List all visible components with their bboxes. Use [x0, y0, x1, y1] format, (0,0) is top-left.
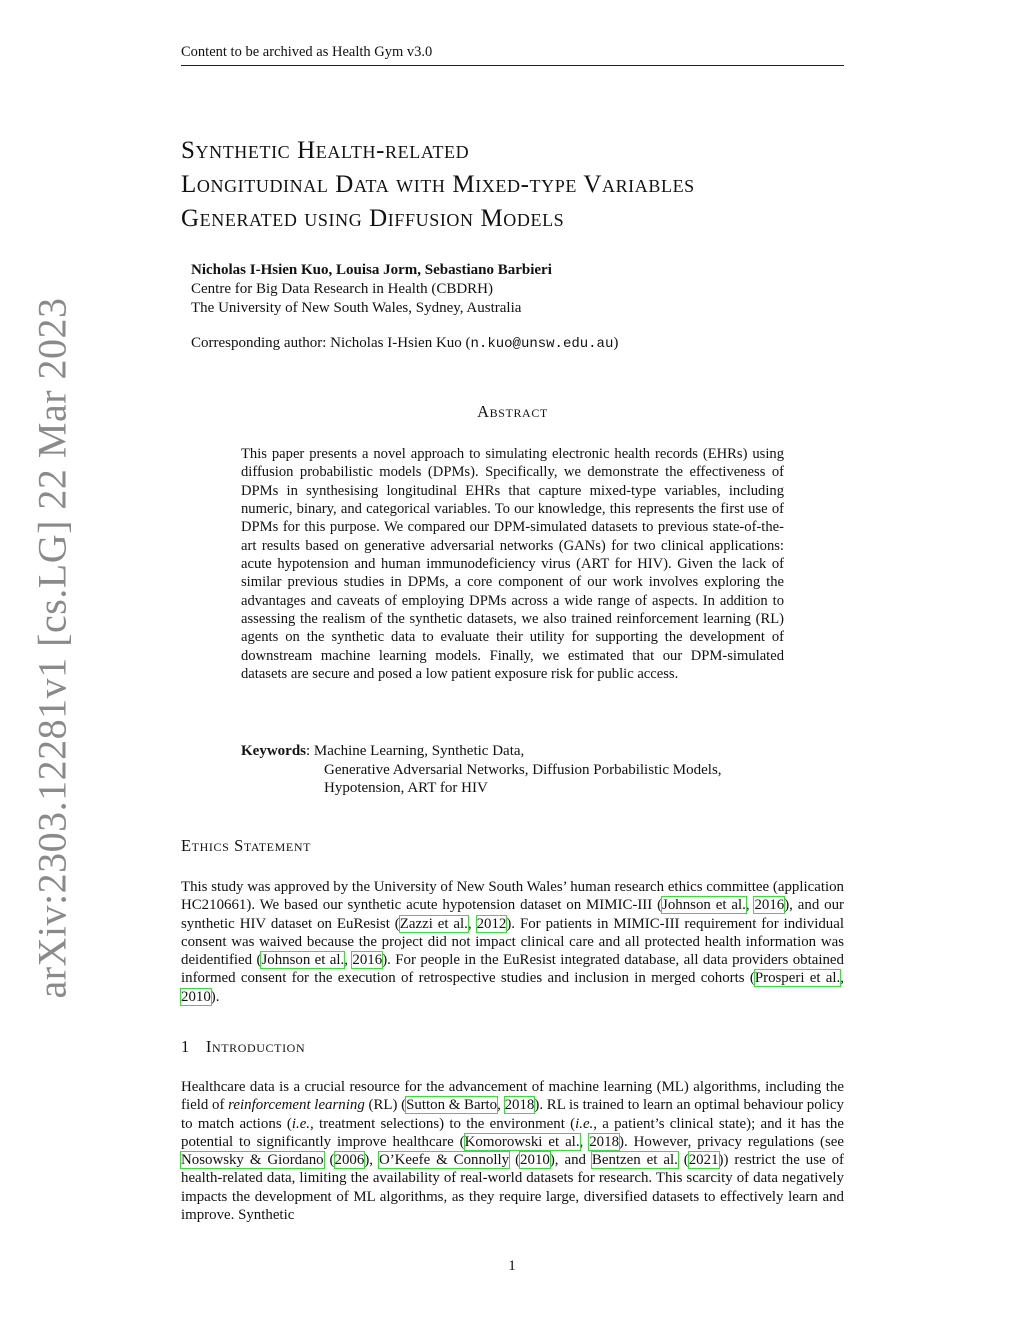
keywords-label: Keywords	[241, 743, 306, 759]
citation-link[interactable]: Komorowski et al.	[464, 1133, 580, 1150]
citation-year-link[interactable]: 2021	[688, 1152, 719, 1169]
text-run: ). For patients in MIMIC-III requirement for individual consent was waived because the project did not impact clinical care and all protected health information was deidentified (	[181, 915, 844, 969]
text-run: ,	[579, 1133, 590, 1150]
paper-title	[181, 134, 881, 236]
text-run: ),	[364, 1152, 379, 1169]
citation-year-link[interactable]: 2016	[754, 897, 785, 914]
abstract-text: This paper presents a novel approach to simulating electronic health records (EHRs) using diffusion probabilistic models (DPMs). Specifically, we demonstrate the effectiveness of DPMs in synthesising longitudinal EHRs that capture mixed-type variables, including numeric, binary, and categorical variables. To our knowledge, this represents the first use of DPMs for this purpose. We compared our DPM-simulated datasets to previous state-of-the-art results based on generative adversarial networks (GANs) for two clinical applications: acute hypotension and human immunodeficiency virus (ART for HIV). Given the lack of similar previous studies in DPMs, a core component of our work involves exploring the advantages and caveats of employing DPMs across a wide range of aspects. In addition to assessing the realism of the synthetic datasets, we also trained reinforcement learning (RL) agents on the synthetic data to evaluate their utility for supporting the development of downstream machine learning models. Finally, we estimated that our DPM-simulated datasets are secure and posed a low patient exposure risk for public access.	[241, 446, 784, 683]
text-run: ). However, privacy regulations (see	[619, 1133, 844, 1150]
citation-year-link[interactable]: 2012	[476, 915, 507, 932]
citation-year-link[interactable]: 2006	[334, 1152, 365, 1169]
author-email[interactable]: n.kuo@unsw.edu.au	[470, 336, 614, 352]
text-run: ,	[467, 915, 477, 932]
citation-year-link[interactable]: 2018	[589, 1133, 620, 1150]
text-run: Healthcare data is a crucial resource for the advancement of machine learning (ML) algorithms, including the field of	[181, 1079, 844, 1114]
text-run: ). For people in the EuResist integrated database, all data providers obtained informed consent for the execution of retrospective studies and inclusion in merged cohorts (	[181, 952, 844, 987]
text-run: (	[509, 1152, 521, 1169]
section-number: 1	[181, 1037, 190, 1056]
page-number: 1	[508, 1258, 516, 1274]
citation-year-link[interactable]: 2018	[504, 1097, 535, 1114]
text-run: ), and	[549, 1152, 592, 1169]
keywords-block: Keywords: Machine Learning, Synthetic Data, Generative Adversarial Networks, Diffusion Porbabilistic Models, Hypotension, ART for HIV	[241, 743, 722, 796]
text-run: This study was approved by the University of New South Wales’ human research ethics committee (application HC210661). We based our synthetic acute hypotension dataset on MIMIC-III (	[181, 879, 844, 914]
section-title: Introduction	[205, 1037, 306, 1056]
running-header: Content to be archived as Health Gym v3.0	[181, 44, 844, 66]
text-run: (	[323, 1152, 335, 1169]
emphasis: i.e.,	[291, 1115, 314, 1132]
keywords-line: Generative Adversarial Networks, Diffusion Porbabilistic Models,	[324, 761, 722, 778]
keywords-line: Hypotension, ART for HIV	[324, 780, 488, 796]
corresponding-close: )	[613, 335, 619, 351]
text-run: ,	[745, 897, 755, 914]
citation-link[interactable]: Nosowsky & Giordano	[181, 1152, 324, 1169]
text-run: a patient’s clinical state); and it has the potential to significantly improve healthcare (	[181, 1115, 844, 1150]
citation-link[interactable]: Johnson et al.	[261, 952, 345, 969]
introduction-paragraph	[181, 1078, 844, 1224]
introduction-heading	[181, 1037, 305, 1057]
emphasis: reinforcement learning	[228, 1097, 365, 1114]
text-run: ). RL is trained to learn an optimal behaviour policy to match actions (	[181, 1097, 844, 1132]
ethics-heading: Ethics Statement	[181, 836, 312, 855]
citation-year-link[interactable]: 2010	[181, 988, 211, 1005]
abstract-heading: Abstract	[477, 402, 548, 421]
corresponding-label: Corresponding author: Nicholas I-Hsien Kuo (	[191, 335, 471, 351]
title-line: Synthetic Health-related	[181, 137, 470, 164]
affiliation: The University of New South Wales, Sydney, Australia	[191, 300, 522, 316]
citation-year-link[interactable]: 2016	[352, 952, 383, 969]
citation-link[interactable]: O’Keefe & Connolly	[378, 1152, 510, 1169]
corresponding-author	[191, 335, 618, 352]
title-line: Longitudinal Data with Mixed-type Variables	[181, 171, 695, 198]
arxiv-identifier: arXiv:2303.12281v1 [cs.LG] 22 Mar 2023	[29, 297, 75, 999]
citation-link[interactable]: Bentzen et al.	[591, 1152, 678, 1169]
citation-link[interactable]: Prosperi et al.	[754, 970, 841, 987]
emphasis: i.e.,	[575, 1115, 597, 1132]
text-run: )) restrict the use of health-related data, limiting the availability of real-world datasets for research. This scarcity of data negatively impacts the development of ML algorithms, as they require large, diversified datasets to effectively learn and improve. Synthetic	[181, 1152, 845, 1224]
text-run: (	[677, 1152, 689, 1169]
text-run: ,	[344, 952, 353, 969]
citation-link[interactable]: Johnson et al.	[662, 897, 746, 914]
text-run: ,	[497, 1097, 505, 1114]
text-run: treatment selections) to the environment (	[313, 1115, 576, 1132]
title-line: Generated using Diffusion Models	[181, 205, 565, 232]
keywords-line: Machine Learning, Synthetic Data,	[313, 743, 525, 759]
affiliation: Centre for Big Data Research in Health (CBDRH)	[191, 281, 493, 297]
text-run: ,	[840, 970, 844, 987]
citation-year-link[interactable]: 2010	[520, 1152, 550, 1169]
text-run: ), and our synthetic HIV dataset on EuResist (	[181, 897, 844, 932]
citation-link[interactable]: Zazzi et al.	[399, 915, 468, 932]
text-run: ).	[210, 988, 220, 1005]
ethics-paragraph	[181, 878, 844, 1006]
citation-link[interactable]: Sutton & Barto	[406, 1097, 498, 1114]
author-block	[191, 261, 552, 318]
text-run: (RL) (	[364, 1097, 407, 1114]
author-names: Nicholas I-Hsien Kuo, Louisa Jorm, Sebastiano Barbieri	[191, 262, 552, 278]
